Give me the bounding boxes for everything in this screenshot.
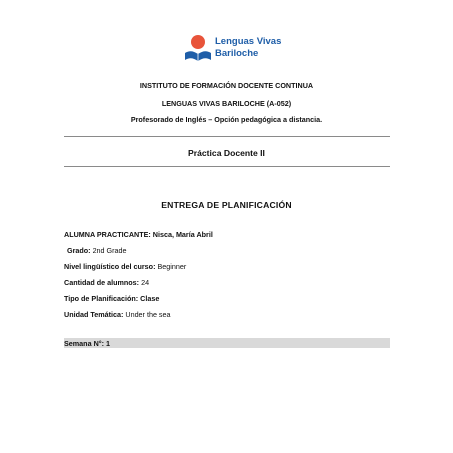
grado-label: Grado:	[67, 246, 91, 255]
logo-text-line1: Lenguas Vivas	[215, 36, 282, 47]
open-book-with-sun-icon	[183, 33, 213, 67]
grado-value: 2nd Grade	[92, 246, 127, 255]
course-title: Práctica Docente II	[188, 148, 265, 158]
section-title: ENTREGA DE PLANIFICACIÓN	[161, 200, 292, 210]
cantidad-field	[64, 278, 149, 287]
nivel-label: Nivel lingüístico del curso:	[64, 262, 156, 271]
program-heading: Profesorado de Inglés – Opción pedagógica a distancia.	[130, 115, 323, 124]
cantidad-label: Cantidad de alumnos:	[64, 278, 140, 287]
semana-bar	[64, 338, 390, 348]
institute-heading: INSTITUTO DE FORMACIÓN DOCENTE CONTINUA	[139, 81, 314, 90]
tipo-label: Tipo de Planificación: Clase	[64, 294, 160, 303]
alumna-label: ALUMNA PRACTICANTE: Nisca, María Abril	[64, 230, 213, 239]
alumna-field	[64, 230, 213, 239]
nivel-field	[64, 262, 186, 271]
unidad-value: Under the sea	[125, 310, 171, 319]
lenguas-vivas-logo	[183, 33, 293, 69]
unidad-field	[64, 310, 171, 319]
grado-field	[67, 246, 127, 255]
logo-text-line2: Bariloche	[215, 48, 259, 59]
nivel-value: Beginner	[157, 262, 187, 271]
divider-bottom	[64, 166, 390, 167]
school-heading: LENGUAS VIVAS BARILOCHE (A-052)	[161, 99, 292, 108]
semana-label: Semana N°: 1	[64, 339, 111, 348]
divider-top	[64, 136, 390, 137]
unidad-label: Unidad Temática:	[64, 310, 124, 319]
cantidad-value: 24	[141, 278, 150, 287]
tipo-field	[64, 294, 159, 303]
